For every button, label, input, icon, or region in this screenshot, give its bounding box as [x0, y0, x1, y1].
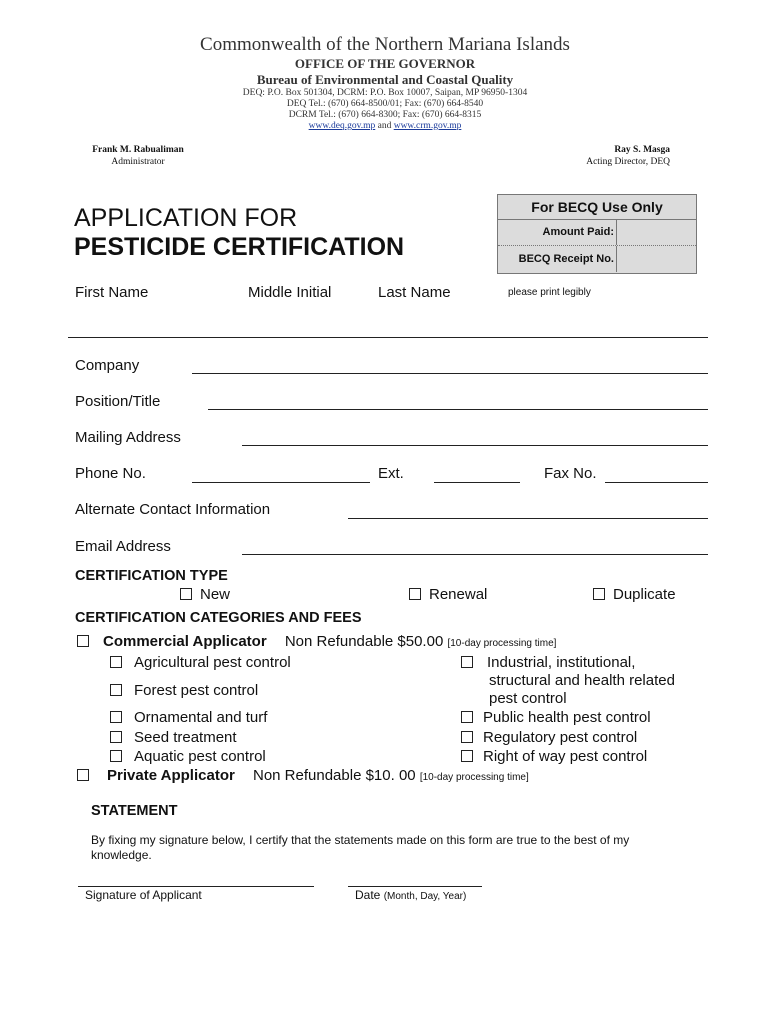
- mailing-address-label: Mailing Address: [75, 429, 181, 446]
- right-of-way-row[interactable]: [461, 748, 647, 765]
- signature-input-line[interactable]: [78, 886, 314, 887]
- print-legibly-note: please print legibly: [508, 287, 591, 298]
- aquatic-row[interactable]: [110, 748, 266, 765]
- cert-type-renewal[interactable]: [409, 586, 487, 603]
- org-name: Commonwealth of the Northern Mariana Islands: [200, 34, 570, 55]
- statement-text-line2: knowledge.: [91, 848, 152, 862]
- cert-type-heading: CERTIFICATION TYPE: [75, 568, 228, 584]
- ornamental-label: Ornamental and turf: [134, 709, 268, 726]
- private-fee: Non Refundable $10. 00: [253, 767, 416, 784]
- industrial-label-3: pest control: [489, 690, 567, 707]
- fax-label: Fax No.: [544, 465, 597, 482]
- last-name-label: Last Name: [378, 284, 451, 301]
- cert-type-new[interactable]: [180, 586, 230, 603]
- regulatory-checkbox[interactable]: [461, 731, 473, 743]
- industrial-label-1: Industrial, institutional,: [487, 654, 636, 671]
- amount-paid-row: [498, 219, 696, 246]
- cert-type-duplicate[interactable]: [593, 586, 676, 603]
- web-and: and: [377, 121, 392, 131]
- public-health-label: Public health pest control: [483, 709, 651, 726]
- statement-text-line1: By fixing my signature below, I certify that the statements made on this form are true to the best of my: [91, 833, 630, 847]
- bureau-name: Bureau of Environmental and Coastal Quality: [256, 72, 514, 87]
- middle-initial-label: Middle Initial: [248, 284, 332, 301]
- form-title-line2: PESTICIDE CERTIFICATION: [74, 233, 405, 261]
- agricultural-label: Agricultural pest control: [134, 654, 291, 671]
- fax-input-line[interactable]: [605, 482, 708, 483]
- industrial-checkbox[interactable]: [461, 656, 473, 668]
- commercial-fee: Non Refundable $50.00: [284, 633, 444, 650]
- ornamental-checkbox[interactable]: [110, 711, 122, 723]
- agricultural-checkbox[interactable]: [110, 656, 122, 668]
- receipt-label: BECQ Receipt No.: [518, 253, 614, 265]
- forest-row[interactable]: [110, 682, 258, 699]
- regulatory-label: Regulatory pest control: [483, 729, 638, 746]
- right-of-way-checkbox[interactable]: [461, 750, 473, 762]
- signature-label: Signature of Applicant: [85, 888, 202, 902]
- email-input-line[interactable]: [242, 554, 708, 555]
- name-input-line[interactable]: [68, 337, 708, 338]
- alternate-contact-label: Alternate Contact Information: [75, 501, 271, 518]
- position-input-line[interactable]: [208, 409, 708, 410]
- categories-heading: CERTIFICATION CATEGORIES AND FEES: [75, 610, 362, 626]
- private-applicator-checkbox[interactable]: [77, 769, 89, 781]
- receipt-row: [498, 246, 696, 272]
- phone-input-line[interactable]: [192, 482, 370, 483]
- statement-heading: STATEMENT: [91, 803, 178, 819]
- right-of-way-label: Right of way pest control: [483, 748, 648, 765]
- position-label: Position/Title: [75, 393, 161, 410]
- mailing-address-input-line[interactable]: [242, 445, 708, 446]
- renewal-label: Renewal: [429, 586, 488, 603]
- date-label-group: [355, 888, 466, 902]
- forest-label: Forest pest control: [134, 682, 259, 699]
- deq-phone-line: DEQ Tel.: (670) 664-8500/01; Fax: (670) 664-8540: [286, 99, 484, 109]
- websites-line: [0, 121, 770, 131]
- director-name: Ray S. Masga: [614, 145, 670, 155]
- office-name: OFFICE OF THE GOVERNOR: [294, 56, 476, 71]
- forest-checkbox[interactable]: [110, 684, 122, 696]
- administrator-title: Administrator: [111, 157, 165, 167]
- aquatic-label: Aquatic pest control: [134, 748, 266, 765]
- new-label: New: [200, 586, 231, 603]
- seed-row[interactable]: [110, 729, 237, 746]
- first-name-label: First Name: [75, 284, 149, 301]
- amount-paid-label: Amount Paid:: [542, 226, 614, 238]
- dcrm-phone-line: DCRM Tel.: (670) 664-8300; Fax: (670) 664-8315: [288, 110, 482, 120]
- industrial-row[interactable]: [461, 654, 635, 671]
- duplicate-label: Duplicate: [613, 586, 676, 603]
- email-label: Email Address: [75, 538, 171, 555]
- regulatory-row[interactable]: [461, 729, 637, 746]
- agricultural-row[interactable]: [110, 654, 291, 671]
- deq-website-link[interactable]: www.deq.gov.mp: [308, 121, 376, 131]
- ext-input-line[interactable]: [434, 482, 520, 483]
- phone-label: Phone No.: [75, 465, 146, 482]
- commercial-applicator-row[interactable]: [77, 633, 556, 650]
- seed-checkbox[interactable]: [110, 731, 122, 743]
- seed-label: Seed treatment: [134, 729, 237, 746]
- ornamental-row[interactable]: [110, 709, 267, 726]
- industrial-label-2: structural and health related: [489, 672, 675, 689]
- private-applicator-row[interactable]: [77, 767, 529, 784]
- public-health-row[interactable]: [461, 709, 651, 726]
- commercial-applicator-checkbox[interactable]: [77, 635, 89, 647]
- alternate-contact-input-line[interactable]: [348, 518, 708, 519]
- address-line: DEQ: P.O. Box 501304, DCRM: P.O. Box 10007, Saipan, MP 96950-1304: [242, 88, 528, 98]
- company-label: Company: [75, 357, 140, 374]
- receipt-value: [616, 246, 697, 272]
- private-applicator-label: Private Applicator: [107, 767, 235, 784]
- private-processing-time: [10-day processing time]: [419, 772, 529, 783]
- director-title: Acting Director, DEQ: [586, 157, 670, 167]
- aquatic-checkbox[interactable]: [110, 750, 122, 762]
- commercial-processing-time: [10-day processing time]: [447, 638, 557, 649]
- form-title-line1: APPLICATION FOR: [74, 204, 298, 232]
- becq-use-only-box: [497, 194, 697, 274]
- new-checkbox[interactable]: [180, 588, 192, 600]
- amount-paid-value: [616, 219, 697, 245]
- administrator-name: Frank M. Rabualiman: [92, 145, 184, 155]
- renewal-checkbox[interactable]: [409, 588, 421, 600]
- crm-website-link[interactable]: www.crm.gov.mp: [393, 121, 462, 131]
- date-label: Date: [355, 888, 381, 902]
- becq-box-heading: For BECQ Use Only: [498, 195, 696, 220]
- duplicate-checkbox[interactable]: [593, 588, 605, 600]
- date-format: (Month, Day, Year): [383, 891, 467, 902]
- commercial-applicator-label: Commercial Applicator: [103, 633, 267, 650]
- company-input-line[interactable]: [192, 373, 708, 374]
- date-input-line[interactable]: [348, 886, 482, 887]
- ext-label: Ext.: [378, 465, 404, 482]
- public-health-checkbox[interactable]: [461, 711, 473, 723]
